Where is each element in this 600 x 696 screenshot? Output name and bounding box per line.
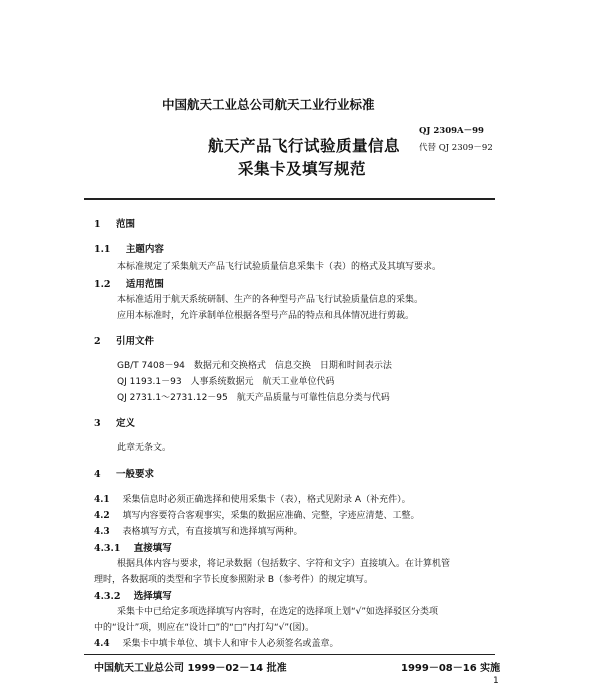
page-mark: 1	[493, 676, 499, 686]
clause-4-2	[94, 508, 420, 521]
section-3-text: 此章无条文。	[117, 443, 172, 453]
section-1-1-text: 本标准规定了采集航天产品飞行试验质量信息采集卡（表）的格式及其填写要求。	[117, 262, 442, 272]
section-number: 4.3.2	[94, 591, 121, 602]
section-4-3-1-text-1: 根据具体内容与要求，将记录数据（包括数字、字符和文字）直接填入。在计算机管	[117, 559, 451, 569]
replaces-code: 代替 QJ 2309－92	[419, 143, 493, 153]
section-1-2-text-1: 本标准适用于航天系统研制、生产的各种型号产品飞行试验质量信息的采集。	[117, 295, 424, 305]
section-title: 适用范围	[125, 279, 164, 290]
section-1-heading	[94, 216, 135, 230]
clause-number: 4.1	[94, 495, 110, 505]
section-title: 选择填写	[133, 591, 172, 602]
doc-title-line2: 采集卡及填写规范	[238, 160, 367, 178]
section-4-heading	[94, 466, 154, 480]
clause-4-1	[94, 492, 411, 505]
section-1-2-text-2: 应用本标准时，允许承制单位根据各型号产品的特点和具体情况进行剪裁。	[117, 311, 415, 321]
section-title: 引用文件	[115, 336, 154, 347]
org-title: 中国航天工业总公司航天工业行业标准	[162, 97, 375, 112]
section-title: 主题内容	[125, 244, 164, 255]
section-4-3-2-heading	[94, 588, 172, 602]
clause-text: 表格填写方式，有直接填写和选择填写两种。	[122, 527, 303, 537]
implementation-line: 1999－08－16 实施	[401, 663, 501, 674]
clause-text: 采集信息时必须正确选择和使用采集卡（表），格式见附录 A（补充件）。	[122, 495, 411, 505]
header-divider	[84, 198, 495, 200]
section-1-1-heading	[94, 241, 164, 255]
clause-number: 4.3	[94, 527, 110, 537]
clause-text: 采集卡中填卡单位、填卡人和审卡人必须签名或盖章。	[122, 639, 339, 649]
clause-number: 4.4	[94, 639, 110, 649]
reference-item: QJ 2731.1～2731.12－95 航天产品质量与可靠性信息分类与代码	[117, 393, 390, 403]
section-2-heading	[94, 333, 154, 347]
section-number: 2	[94, 336, 101, 347]
clause-4-4	[94, 636, 339, 649]
section-3-heading	[94, 415, 135, 429]
footer-divider	[84, 654, 495, 655]
clause-number: 4.2	[94, 511, 110, 521]
section-number: 1	[94, 219, 101, 230]
section-number: 4.3.1	[94, 543, 121, 554]
section-number: 4	[94, 469, 101, 480]
section-1-2-heading	[94, 276, 164, 290]
section-4-3-1-heading	[94, 540, 172, 554]
section-title: 一般要求	[115, 469, 154, 480]
reference-item: QJ 1193.1－93 人事系统数据元 航天工业单位代码	[117, 377, 335, 387]
doc-title-line1: 航天产品飞行试验质量信息	[208, 137, 401, 155]
clause-4-3	[94, 524, 303, 537]
standard-code: QJ 2309A－99	[419, 126, 484, 136]
section-title: 范围	[115, 219, 135, 230]
section-4-3-2-text-1: 采集卡中已给定多项选择填写内容时，在选定的选择项上划“√”如选择驳区分类项	[117, 607, 439, 617]
section-number: 3	[94, 418, 101, 429]
approval-line: 中国航天工业总公司 1999－02－14 批准	[94, 663, 287, 674]
clause-text: 填写内容要符合客观事实，采集的数据应准确、完整，字迹应清楚、工整。	[122, 511, 420, 521]
section-title: 直接填写	[133, 543, 172, 554]
section-4-3-2-text-2: 中的“设计”项，则应在“设计□”的“□”内打勾“√”(図)。	[94, 623, 315, 633]
section-4-3-1-text-2: 理时，各数据项的类型和字节长度参照附录 B（参考件）的规定填写。	[94, 575, 374, 585]
section-title: 定义	[115, 418, 135, 429]
reference-item: GB/T 7408－94 数据元和交换格式 信息交换 日期和时间表示法	[117, 361, 392, 371]
section-number: 1.1	[94, 244, 111, 255]
section-number: 1.2	[94, 279, 111, 290]
